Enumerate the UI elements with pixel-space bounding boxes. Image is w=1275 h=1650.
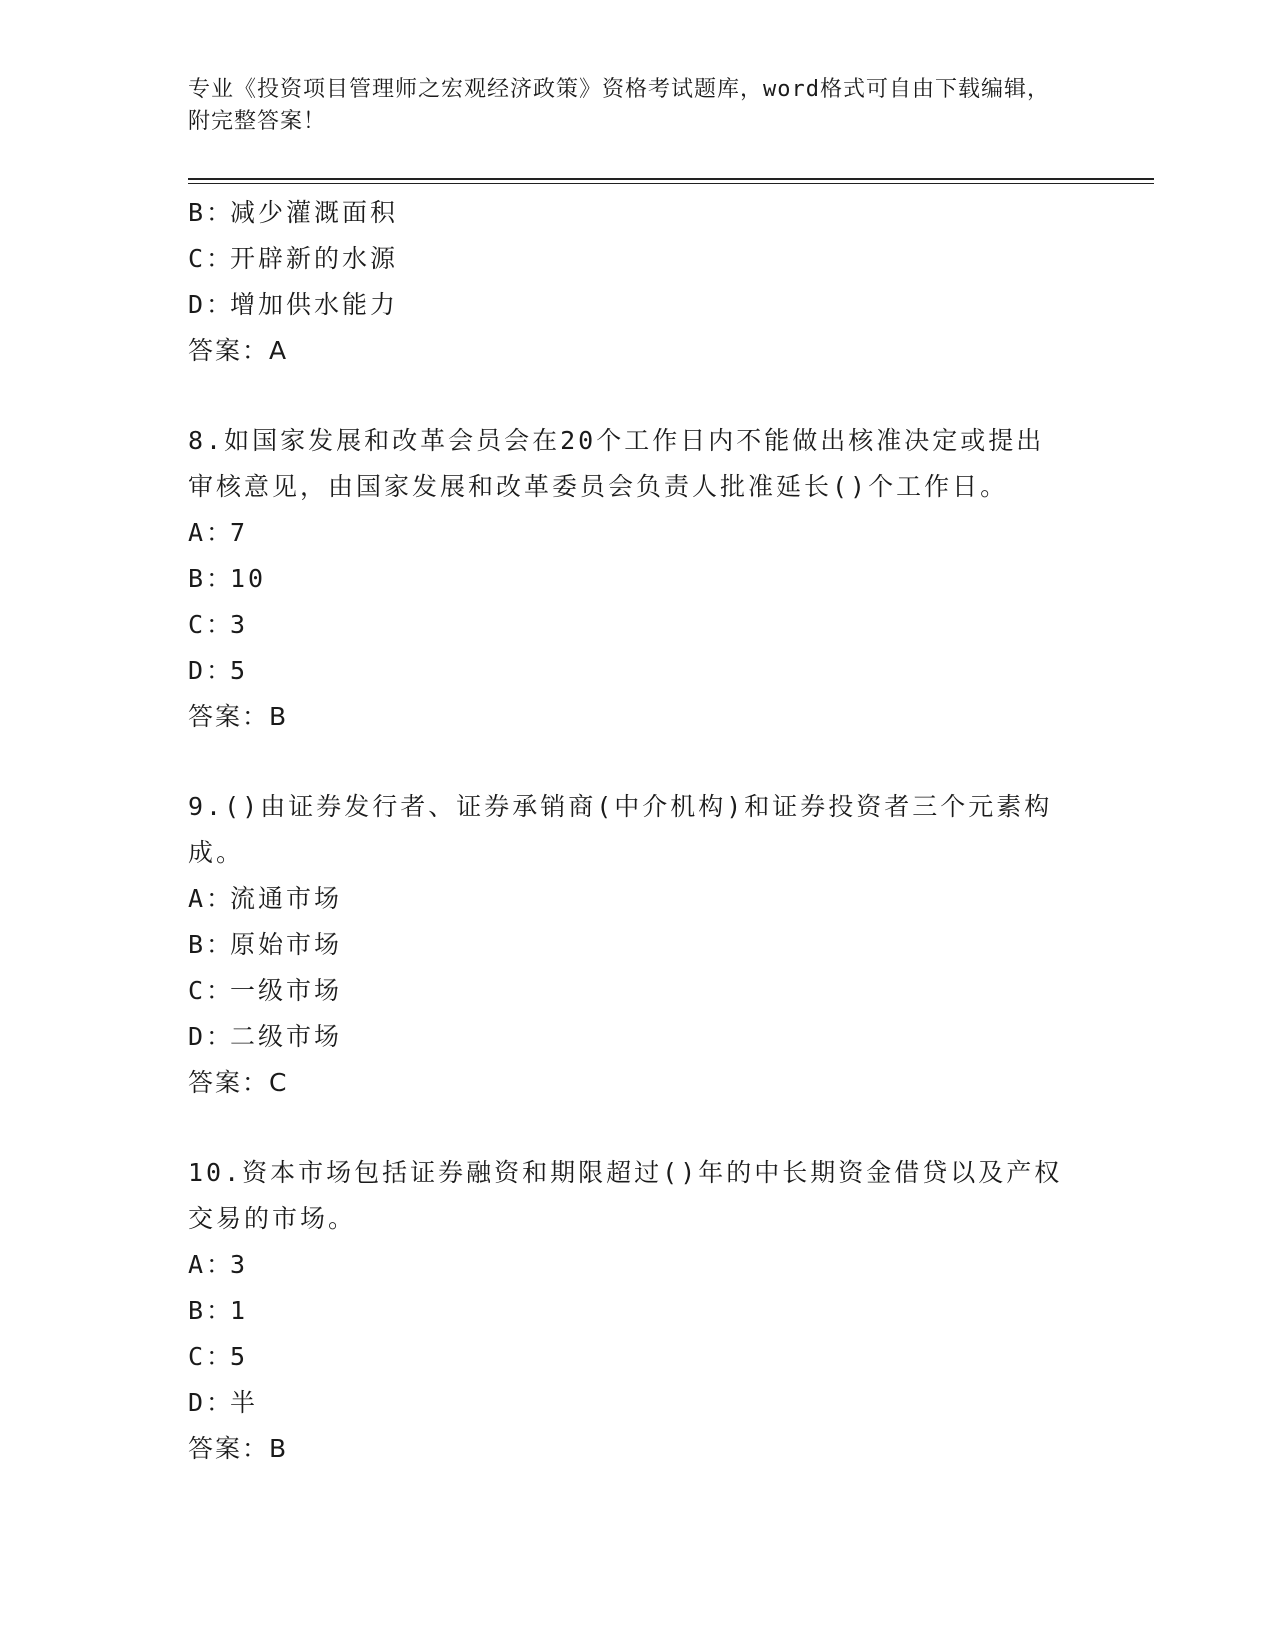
- option-d: [188, 1014, 1088, 1060]
- option-text: 半: [230, 1388, 259, 1417]
- answer-line: 答案：A: [188, 336, 289, 365]
- answer-line: 答案：C: [188, 1068, 289, 1097]
- option-a: [188, 1242, 1088, 1288]
- header-rule-thin: [188, 183, 1154, 184]
- option-text: 5: [230, 1342, 249, 1371]
- option-b: [188, 922, 1088, 968]
- option-c: [188, 236, 1088, 282]
- option-label: D：: [188, 1022, 235, 1051]
- option-label: B：: [188, 1296, 235, 1325]
- option-text: 开辟新的水源: [230, 244, 399, 273]
- answer-line: 答案：B: [188, 702, 289, 731]
- option-c: [188, 602, 1088, 648]
- option-text: 二级市场: [230, 1022, 343, 1051]
- option-text: 原始市场: [230, 930, 343, 959]
- option-text: 3: [230, 1250, 249, 1279]
- question-10: [188, 1150, 1088, 1472]
- option-text: 增加供水能力: [230, 290, 399, 319]
- option-label: D：: [188, 290, 235, 319]
- question-content: [188, 190, 1088, 1472]
- option-text: 10: [230, 564, 267, 593]
- option-label: C：: [188, 1342, 235, 1371]
- option-label: C：: [188, 610, 235, 639]
- question-9: [188, 784, 1088, 1106]
- option-c: [188, 968, 1088, 1014]
- option-d: [188, 282, 1088, 328]
- option-b: [188, 190, 1088, 236]
- option-label: A：: [188, 518, 235, 547]
- option-text: 7: [230, 518, 249, 547]
- option-label: B：: [188, 930, 235, 959]
- option-b: [188, 556, 1088, 602]
- page-header: 专业《投资项目管理师之宏观经济政策》资格考试题库，word格式可自由下载编辑，附完整答案！: [188, 77, 1050, 134]
- option-d: [188, 1380, 1088, 1426]
- option-b: [188, 1288, 1088, 1334]
- option-text: 流通市场: [230, 884, 343, 913]
- option-d: [188, 648, 1088, 694]
- question-8: [188, 418, 1088, 740]
- option-a: [188, 510, 1088, 556]
- option-label: C：: [188, 976, 235, 1005]
- option-text: 减少灌溉面积: [230, 198, 399, 227]
- question-text: 10.资本市场包括证券融资和期限超过()年的中长期资金借贷以及产权交易的市场。: [188, 1158, 1063, 1233]
- question-continued: [188, 190, 1088, 374]
- option-label: A：: [188, 1250, 235, 1279]
- option-label: B：: [188, 198, 235, 227]
- option-text: 5: [230, 656, 249, 685]
- option-text: 1: [230, 1296, 249, 1325]
- answer-line: 答案：B: [188, 1434, 289, 1463]
- option-text: 一级市场: [230, 976, 343, 1005]
- option-a: [188, 876, 1088, 922]
- option-c: [188, 1334, 1088, 1380]
- option-text: 3: [230, 610, 249, 639]
- option-label: C：: [188, 244, 235, 273]
- question-text: 8.如国家发展和改革会员会在20个工作日内不能做出核准决定或提出审核意见，由国家发展和改革委员会负责人批准延长()个工作日。: [188, 426, 1045, 501]
- question-text: 9.()由证券发行者、证券承销商(中介机构)和证券投资者三个元素构成。: [188, 792, 1053, 867]
- header-rule-thick: [188, 178, 1154, 180]
- option-label: B：: [188, 564, 235, 593]
- option-label: A：: [188, 884, 235, 913]
- option-label: D：: [188, 656, 235, 685]
- option-label: D：: [188, 1388, 235, 1417]
